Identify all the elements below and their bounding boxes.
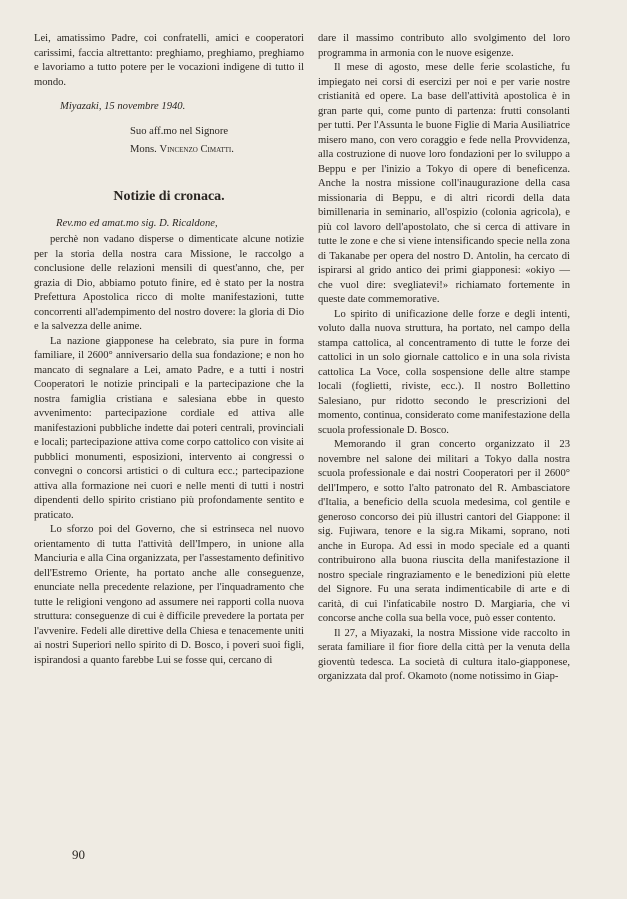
signature-prefix: Mons.	[130, 144, 160, 155]
dateline: Miyazaki, 15 novembre 1940.	[60, 101, 186, 112]
page-number: 90	[72, 847, 85, 862]
signature-name: Vincenzo Cimatti.	[159, 144, 234, 155]
signature-greeting: Suo aff.mo nel Signore	[130, 125, 229, 137]
right-column	[318, 32, 570, 685]
body-paragraph: La nazione giapponese ha celebrato, sia pure in forma familiare, il 2600° anniversario della sua fondazione; e non ho mancato di segnalare a Lei, amato Padre, e a tutti i nostri Cooperatori le notizie principali e la partecipazione che la nostra famiglia cristiana e salesiana ebbe in questo avvenimento: partecipazione cordiale ed attiva alle manifestazioni pubbliche indette dai poteri centrali, provinciali e locali; partecipazione attiva come corpo cattolico con visite ai pubblici monumenti, esposizioni, intervento ai congressi o convegni o concorsi artistici o di cultura ecc.; partecipazione attiva alla formazione nei cuori e nelle menti di tutti i nostri dipendenti dello spirito cristiano più profondamente sentito e praticato.	[34, 335, 304, 521]
body-paragraph: perchè non vadano disperse o dimenticate alcune notizie per la storia della nostra cara Missione, le raccolgo a conclusione delle relazioni mensili di quest'anno, che, per grazia di Dio, abbiamo potuto finire, ed è stato per la nostra Prefettura Apostolica ricco di molte manifestazioni, tutte concorrenti all'adempimento del nostro dovere: la gloria di Dio e la salvezza delle anime.	[34, 234, 304, 332]
body-paragraph: Lo spirito di unificazione delle forze e degli intenti, voluto dalla nuova struttura, ha portato, nel campo della stampa cattolica, al concentramento di tutte le forze dei cattolici in un solo giornale cattolico e in una sola rivista cattolica La Voce, colla sospensione delle altre stampe locali (foglietti, riviste, ecc.). Il nostro Bollettino Salesiano, pur ridotto secondo le prescrizioni del momento, continua, considerato come manifestazione della scuola professionale D. Bosco.	[318, 308, 570, 436]
left-column	[34, 32, 304, 668]
signature	[34, 143, 304, 158]
body-paragraph: Il mese di agosto, mese delle ferie scolastiche, fu impiegato nei corsi di esercizi per noi e per varie nostre cristianità ed opere. La base dell'attività apostolica è in gran parte qui, come punto di partenza: frutti consolanti per tutti. Per l'Assunta le buone Figlie di Maria Ausiliatrice misero mano, con vero coraggio e fede nella Provvidenza, alla costruzione di nuove loro fondazioni per lo sviluppo a Beppu e per l'inizio a Tokyo di opere di beneficenza. Anche la nostra missione coll'inaugurazione della casa missionaria di Beppu, e di altri ricordi della data bimillenaria in seminario, all'ospizio (colonia agricola), e più col lavoro dell'apostolato, che si cerca di attivare in tutte le zone e che si viene intensificando specie nella zona di Takanabe per opera del nostro D. Antolin, ha cercato di ispirarsi al grido antico dei primi giapponesi: «okiyo — che vuol dire: svegliatevi!» richiamato fortemente in queste date commemorative.	[318, 62, 570, 305]
letter-closing-paragraph: Lei, amatissimo Padre, coi confratelli, amici e cooperatori carissimi, faccia altrettanto: preghiamo, preghiamo, preghiamo e lavoriamo a tutto potere per le vocazioni indigene di tutto il mondo.	[34, 33, 304, 88]
body-paragraph: Lo sforzo poi del Governo, che si estrinseca nel nuovo orientamento di tutta l'attività dell'Impero, in unione alla Manciuria e alla Cina organizzata, per l'assestamento definitivo dell'Estremo Oriente, ha portato anche alle conseguenze, enunciate nella precedente relazione, per l'inquadramento che tutte le religioni vengono ad assumere nei rapporti colla nuova struttura: conseguenze di cui è difficile prevedere la portata per l'avvenire. Fedeli alle direttive della Chiesa e tenacemente uniti ai nostri Superiori nello spirito di D. Bosco, i poveri suoi figli, ispirandosi a quanto farebbe Lui se fosse qui, cercano di	[34, 524, 304, 666]
body-paragraph: Il 27, a Miyazaki, la nostra Missione vide raccolto in serata familiare il fior fiore della città per la venuta della gioventù tedesca. La società di cultura italo-giapponese, organizzata dal prof. Okamoto (nome notissimo in Giap-	[318, 627, 570, 682]
body-paragraph: Memorando il gran concerto organizzato il 23 novembre nel salone dei militari a Tokyo dalla nostra scuola professionale e dai nostri Cooperatori per il 2600° dell'Impero, e sotto l'alto patronato del R. Ambasciatore d'Italia, a beneficio della scuola medesima, col gentile e generoso concorso dei più illustri cantori del Giappone: il sig. Fujiwara, tenore e la sig.ra Mikami, soprano, noti anche in Europa. Ad essi in modo speciale ed a quanti contribuirono alla buona riuscita della manifestazione il nostro speciale ringraziamento e le benedizioni più elette del Signore. Fu una serata indimenticabile di arte e di carità, di cui l'infaticabile nostro D. Margiaria, che vi concorse anche colla sua bella voce, può esser contento.	[318, 439, 570, 624]
section-heading: Notizie di cronaca.	[113, 188, 225, 204]
body-paragraph: dare il massimo contributo allo svolgimento del loro programma in armonia con le nuove esigenze.	[318, 33, 570, 59]
salutation: Rev.mo ed amat.mo sig. D. Ricaldone,	[56, 217, 218, 229]
